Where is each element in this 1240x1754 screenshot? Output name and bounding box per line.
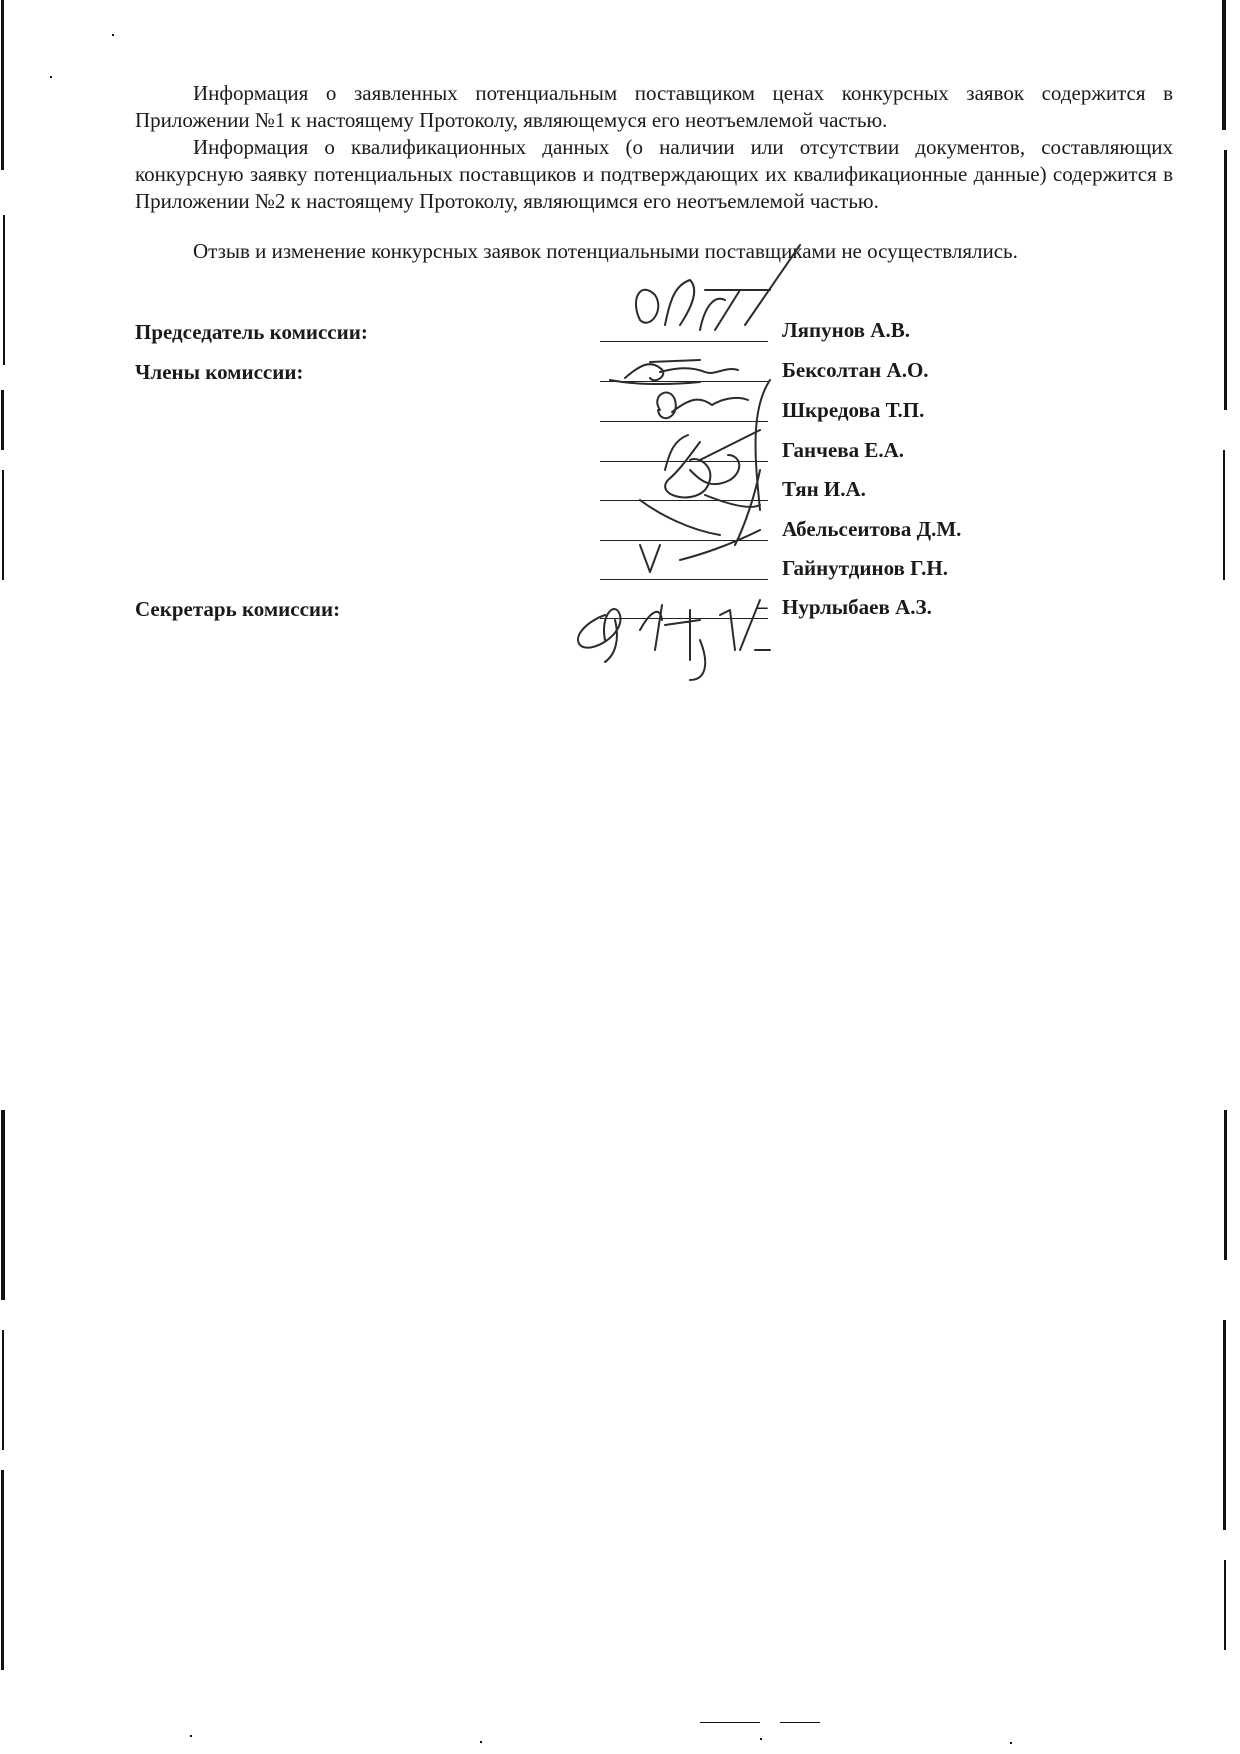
paragraph-qualification-info: Информация о квалификационных данных (о наличии или отсутствии документов, составляющих конкурсную заявку потенциальных поставщиков и подтверждающих их квалификационные данные) содержится в Приложении №2 к настоящему Протоколу, являющимся его неотъемлемой частью. xyxy=(135,135,1173,213)
signatory-name: Шкредова Т.П. xyxy=(782,398,925,422)
signature-line xyxy=(600,341,768,342)
signatory-name: Бексолтан А.О. xyxy=(782,358,929,382)
role-secretary: Секретарь комиссии: xyxy=(135,597,341,621)
signature-members-crossing xyxy=(640,380,770,572)
signature-line xyxy=(600,421,768,422)
signatory-name: Нурлыбаев А.З. xyxy=(782,595,932,619)
signatory-name: Ляпунов А.В. xyxy=(782,318,910,342)
signature-line xyxy=(600,540,768,541)
signature-line xyxy=(600,579,768,580)
secretary-dash: – xyxy=(757,594,768,618)
signatory-name: Тян И.А. xyxy=(782,477,866,501)
signature-member-2 xyxy=(657,393,748,419)
role-members: Члены комиссии: xyxy=(135,360,304,384)
signatory-name: Гайнутдинов Г.Н. xyxy=(782,556,948,580)
signatory-name: Абельсеитова Д.М. xyxy=(782,517,962,541)
paragraph-price-info: Информация о заявленных потенциальным поставщиком ценах конкурсных заявок содержится в Приложении №1 к настоящему Протоколу, являющемуся его неотъемлемой частью. xyxy=(135,81,1173,132)
signature-line xyxy=(600,618,768,619)
role-chairman: Председатель комиссии: xyxy=(135,320,368,344)
signature-line xyxy=(600,500,768,501)
signature-line xyxy=(600,381,768,382)
signatory-name: Ганчева Е.А. xyxy=(782,438,905,462)
paragraph-withdrawal-info: Отзыв и изменение конкурсных заявок потенциальными поставщиками не осуществлялись. xyxy=(193,239,1018,263)
signature-line xyxy=(600,461,768,462)
signature-secretary xyxy=(578,600,770,680)
